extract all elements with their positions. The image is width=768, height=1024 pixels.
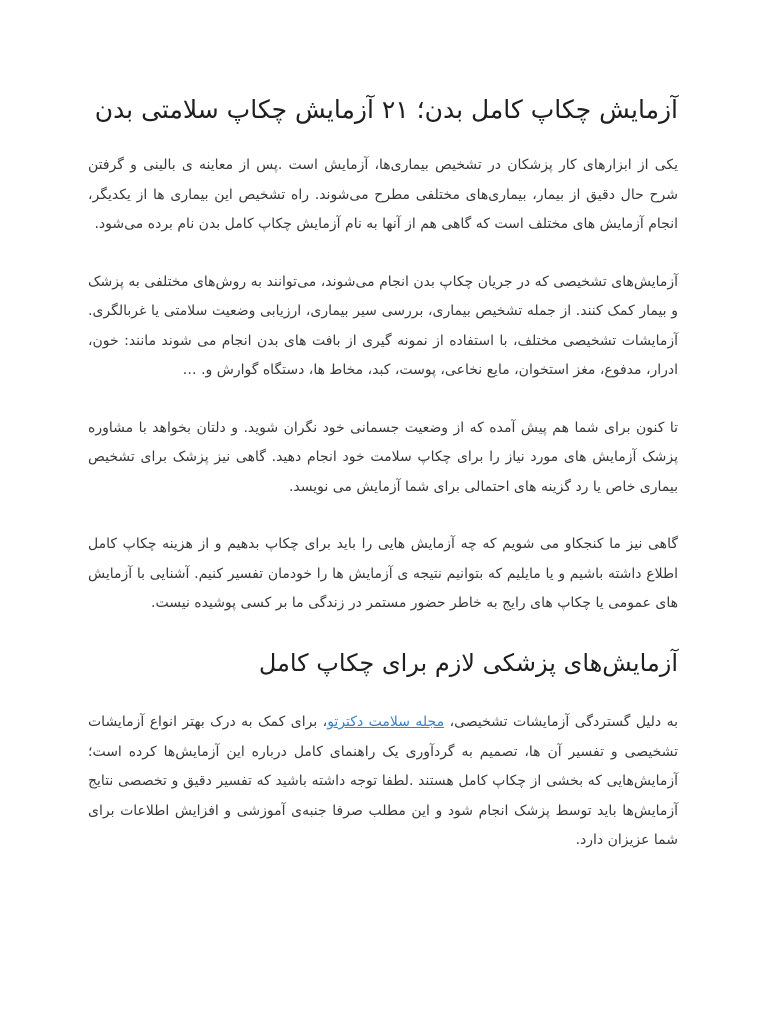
article — [88, 92, 678, 884]
intro-paragraph: یکی از ابزارهای کار پزشکان در تشخیص بیماری‌ها، آزمایش است .پس از معاینه ی بالینی و گرفتن شرح حال دقیق از بیمار، بیماری‌های مختلفی مطرح می‌شوند. راه تشخیص این بیماری ها از یکدیگر، انجام آزمایش های مختلف است که گاهی هم از آنها به نام آزمایش چکاپ کامل بدن نام برده می‌شود. — [88, 157, 678, 232]
consultation-paragraph: تا کنون برای شما هم پیش آمده که از وضعیت جسمانی خود نگران شوید. و دلتان بخواهد با مشاوره پزشک آزمایش های مورد نیاز را برای چکاپ سلامت خود انجام دهید. گاهی نیز پزشک برای تشخیص بیماری خاص یا رد گزینه های احتمالی برای شما آزمایش می نویسد. — [88, 419, 678, 495]
page-title: آزمایش چکاپ کامل بدن؛ ۲۱ آزمایش چکاپ سلامتی بدن — [94, 95, 678, 124]
guide-paragraph — [88, 708, 678, 856]
magazine-link[interactable]: مجله سلامت دکترتو — [327, 714, 445, 731]
section-heading: آزمایش‌های پزشکی لازم برای چکاپ کامل — [258, 648, 678, 677]
diagnostic-tests-paragraph: آزمایش‌های تشخیصی که در جریان چکاپ بدن انجام می‌شوند، می‌توانند به روش‌های مختلفی به پزشک و بیمار کمک کنند. از جمله تشخیص بیماری، بررسی سیر بیماری، ارزیابی وضعیت سلامتی یا غربالگری. آزمایشات تشخیصی مختلف، با استفاده از نمونه گیری از بافت های بدن انجام می شوند مانند: خون، ادرار، مدفوع، مغز استخوان، مایع نخاعی، پوست، کبد، مخاط ها، دستگاه گوارش و. … — [88, 273, 678, 378]
curiosity-paragraph: گاهی نیز ما کنجکاو می شویم که چه آزمایش هایی را باید برای چکاپ بدهیم و از هزینه چکاپ کامل اطلاع داشته باشیم و یا مایلیم که بتوانیم نتیجه ی آزمایش ها را خودمان تفسیر کنیم. آشنایی با آزمایش های عمومی یا چکاپ های رایج به خاطر حضور مستمر در زندگی ما بر کسی پوشیده نیست. — [88, 536, 678, 611]
guide-text-after-link: ، برای کمک به درک بهتر انواع آزمایشات تشخیصی و تفسیر آن ها، تصمیم به گردآوری یک راهنمای کامل درباره این آزمایش‌ها کرده است؛ آزمایش‌هایی که بخشی از چکاپ کامل هستند .لطفا توجه داشته باشید که تفسیر دقیق و تخصصی نتایج آزمایش‌ها باید توسط پزشک انجام شود و این مطلب صرفا جنبه‌ی آموزشی و افزایش اطلاعات برای شما عزیزان دارد. — [88, 714, 678, 849]
guide-text-before-link: به دلیل گستردگی آزمایشات تشخیصی، — [444, 714, 679, 731]
